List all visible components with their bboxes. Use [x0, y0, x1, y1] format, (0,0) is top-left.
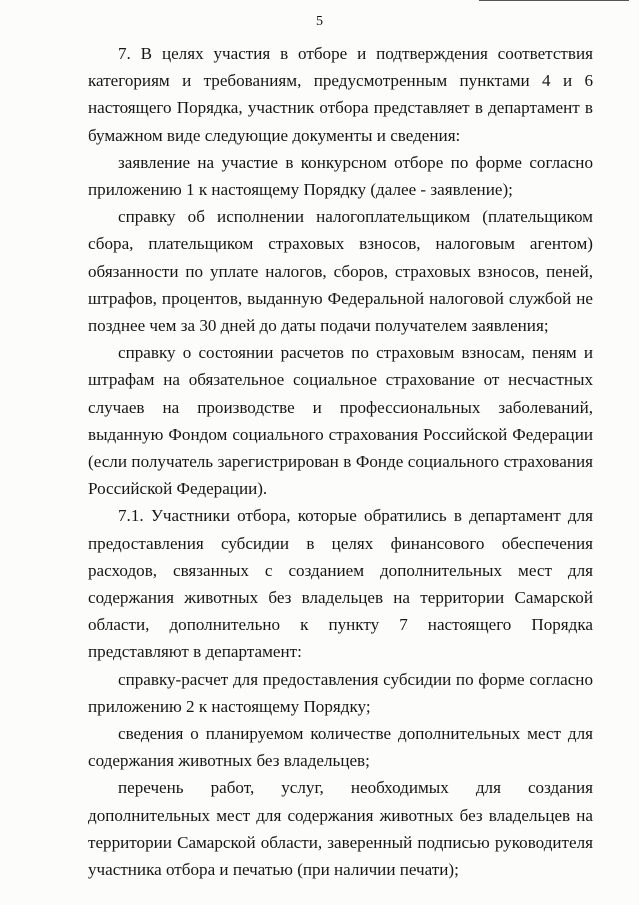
- paragraph-7: 7. В целях участия в отборе и подтверждения соответствия категориям и требованиям, предусмотренным пунктами 4 и 6 настоящего Порядка, участник отбора представляет в департамент в бумажном виде следующие документы и сведения:: [88, 44, 593, 145]
- scan-edge-line: [479, 0, 629, 1]
- document-body: [88, 40, 593, 883]
- list-item-works-list: перечень работ, услуг, необходимых для создания дополнительных мест для содержания животных без владельцев на территории Самарской области, заверенный подписью руководителя участника отбора и печатью (при наличии печати);: [88, 778, 593, 880]
- list-item-calculation: справку-расчет для предоставления субсидии по форме согласно приложению 2 к настоящему Порядку;: [88, 669, 593, 716]
- page-number: 5: [316, 14, 323, 29]
- paragraph-7-1: 7.1. Участники отбора, которые обратились в департамент для предоставления субсидии в целях финансового обеспечения расходов, связанных с созданием дополнительных мест для содержания животных без владельцев на территории Самарской области, дополнительно к пункту 7 настоящего Порядка представляют в департамент:: [88, 506, 593, 662]
- list-item-places-info: сведения о планируемом количестве дополнительных мест для содержания животных без владельцев;: [88, 724, 593, 771]
- list-item-application: заявление на участие в конкурсном отборе по форме согласно приложению 1 к настоящему Порядку (далее - заявление);: [88, 152, 593, 200]
- list-item-insurance-certificate: справку о состоянии расчетов по страховым взносам, пеням и штрафам на обязательное социальное страхование от несчастных случаев на производстве и профессиональных заболеваний, выданную Фондом социального страхования Российской Федерации (если получатель зарегистрирован в Фонде социального страхования Российской Федерации).: [88, 343, 593, 499]
- list-item-tax-certificate: справку об исполнении налогоплательщиком (плательщиком сбора, плательщиком страховых взносов, налоговым агентом) обязанности по уплате налогов, сборов, страховых взносов, пеней, штрафов, процентов, выданную Федеральной налоговой службой не позднее чем за 30 дней до даты подачи получателем заявления;: [88, 207, 593, 336]
